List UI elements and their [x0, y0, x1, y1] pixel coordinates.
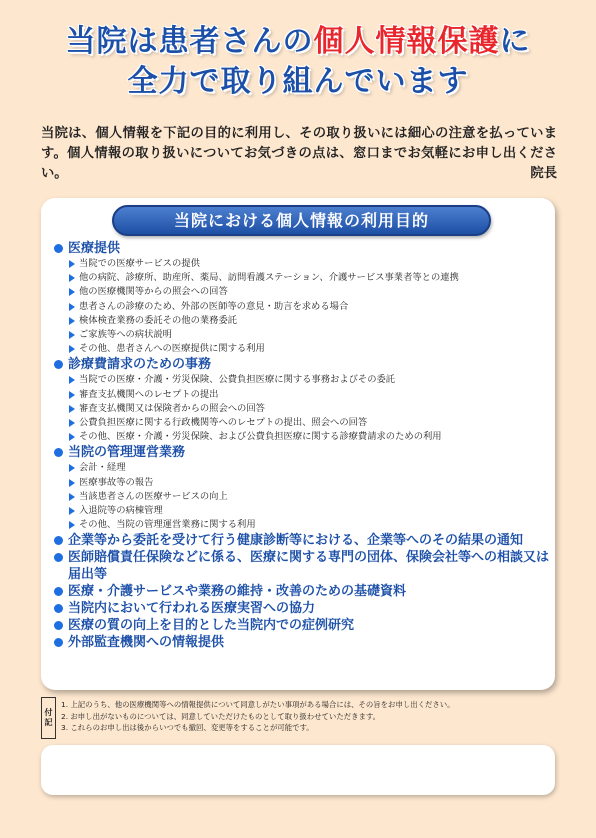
title-post: に: [499, 24, 531, 59]
purpose-title-text: 診療費請求のための事務: [68, 357, 212, 373]
notes-block: [41, 697, 561, 737]
purpose-item: [53, 300, 553, 314]
notes-label: 付 記: [41, 697, 56, 739]
triangle-icon: [69, 331, 75, 339]
purpose-item-text: 検体検査業務の委託その他の業務委託: [79, 314, 238, 326]
purpose-item: [53, 416, 553, 430]
triangle-icon: [69, 507, 75, 515]
purpose-item-text: ご家族等への病状説明: [79, 329, 172, 341]
triangle-icon: [69, 521, 75, 529]
purpose-item: [53, 285, 553, 299]
purpose-item: [53, 257, 553, 271]
triangle-icon: [69, 419, 75, 427]
purpose-title-text: 当院内において行われる医療実習への協力: [68, 601, 316, 617]
triangle-icon: [69, 405, 75, 413]
note-line: 2. お申し出がないものについては、同意していただけたものとして取り扱わせていただきます。: [61, 711, 381, 721]
signature: 院長: [530, 166, 557, 181]
purpose-item-text: 他の医療機関等からの照会への回答: [79, 286, 228, 298]
purpose-title: [53, 600, 553, 617]
purpose-item-text: 会計・経理: [79, 462, 126, 474]
triangle-icon: [69, 260, 75, 268]
purpose-item-text: 患者さんの診療のため、外部の医師等の意見・助言を求める場合: [79, 300, 349, 312]
purpose-item-text: 公費負担医療に関する行政機関等へのレセプトの提出、照会への回答: [79, 417, 368, 429]
bullet-icon: [54, 448, 63, 457]
triangle-icon: [69, 317, 75, 325]
purpose-item: [53, 461, 553, 475]
purpose-item-text: 審査支払機関又は保険者からの照会への回答: [79, 402, 265, 414]
purpose-item: [53, 518, 553, 532]
purpose-item: [53, 388, 553, 402]
purpose-title: [53, 356, 553, 373]
bullet-icon: [54, 587, 63, 596]
bullet-icon: [54, 638, 63, 647]
note-line: 1. 上記のうち、他の医療機関等への情報提供について同意しがたい事項がある場合には、その旨をお申し出ください。: [61, 700, 455, 709]
purpose-item-text: 当院での医療・介護・労災保険、公費負担医療に関する事務およびその委託: [79, 374, 396, 386]
title-line-2: 全力で取り組んでいます: [127, 64, 469, 99]
purpose-title-text: 企業等から委託を受けて行う健康診断等における、企業等へのその結果の通知: [68, 533, 524, 549]
purpose-title: [53, 444, 553, 461]
purpose-item-text: その他、患者さんへの医療提供に関する利用: [79, 343, 265, 355]
intro-paragraph: [41, 124, 557, 184]
purpose-title-text: 医療・介護サービスや業務の維持・改善のための基礎資料: [68, 584, 407, 600]
purposes-list: [53, 240, 553, 651]
triangle-icon: [69, 433, 75, 441]
blank-box: [41, 745, 555, 795]
title-highlight: 個人情報保護: [313, 24, 500, 59]
purpose-title: [53, 634, 553, 651]
purpose-item: [53, 314, 553, 328]
triangle-icon: [69, 288, 75, 296]
note-line: 3. これらのお申し出は後からいつでも撤回、変更等をすることが可能です。: [61, 723, 314, 732]
purpose-item: [53, 476, 553, 490]
purpose-item: [53, 328, 553, 342]
purpose-item: [53, 271, 553, 285]
purpose-item-text: 入退院等の病棟管理: [79, 505, 163, 517]
purpose-item: [53, 430, 553, 444]
purpose-title: [53, 549, 553, 583]
purpose-item-text: 当院での医療サービスの提供: [79, 258, 200, 269]
purpose-item-text: その他、当院の管理運営業務に関する利用: [79, 519, 256, 531]
bullet-icon: [54, 553, 63, 562]
purpose-title: [53, 583, 553, 600]
purpose-title-text: 医師賠償責任保険などに係る、医療に関する専門の団体、保険会社等への相談又は届出等: [68, 550, 550, 583]
triangle-icon: [69, 303, 75, 311]
purpose-item: [53, 402, 553, 416]
bullet-icon: [54, 604, 63, 613]
triangle-icon: [69, 391, 75, 399]
purpose-title-text: 医療提供: [68, 241, 121, 256]
triangle-icon: [69, 376, 75, 384]
purpose-item: [53, 504, 553, 518]
purpose-title-text: 外部監査機関への情報提供: [68, 635, 225, 651]
purpose-item-text: その他、医療・介護・労災保険、および公費負担医療に関する診療費請求のための利用: [79, 431, 442, 443]
purpose-title: [53, 617, 553, 634]
purpose-item-text: 当該患者さんの医療サービスの向上: [79, 490, 228, 502]
notes-lines: [61, 699, 455, 734]
triangle-icon: [69, 274, 75, 282]
bullet-icon: [54, 244, 63, 253]
purposes-banner: 当院における個人情報の利用目的: [112, 205, 491, 236]
purpose-item: [53, 342, 553, 356]
bullet-icon: [54, 360, 63, 369]
purpose-item-text: 医療事故等の報告: [79, 476, 154, 488]
title-pre: 当院は患者さんの: [65, 24, 314, 59]
triangle-icon: [69, 464, 75, 472]
purpose-item-text: 審査支払機関へのレセプトの提出: [79, 388, 219, 400]
purpose-title: [53, 532, 553, 549]
purpose-title-text: 当院の管理運営業務: [68, 445, 186, 461]
purpose-title: [53, 240, 553, 257]
title-line-1: [0, 22, 596, 62]
purpose-item: [53, 490, 553, 504]
bullet-icon: [54, 621, 63, 630]
bullet-icon: [54, 536, 63, 545]
purpose-item: [53, 373, 553, 387]
intro-text: 当院は、個人情報を下記の目的に利用し、その取り扱いには細心の注意を払っています。個人情報の取り扱いについてお気づきの点は、窓口までお気軽にお申し出ください。: [41, 126, 557, 181]
page-title: [0, 22, 596, 102]
purpose-item-text: 他の病院、診療所、助産所、薬局、訪問看護ステーション、介護サービス事業者等との連携: [79, 272, 459, 284]
triangle-icon: [69, 479, 75, 487]
triangle-icon: [69, 493, 75, 501]
triangle-icon: [69, 345, 75, 353]
purpose-title-text: 医療の質の向上を目的とした当院内での症例研究: [68, 618, 355, 634]
